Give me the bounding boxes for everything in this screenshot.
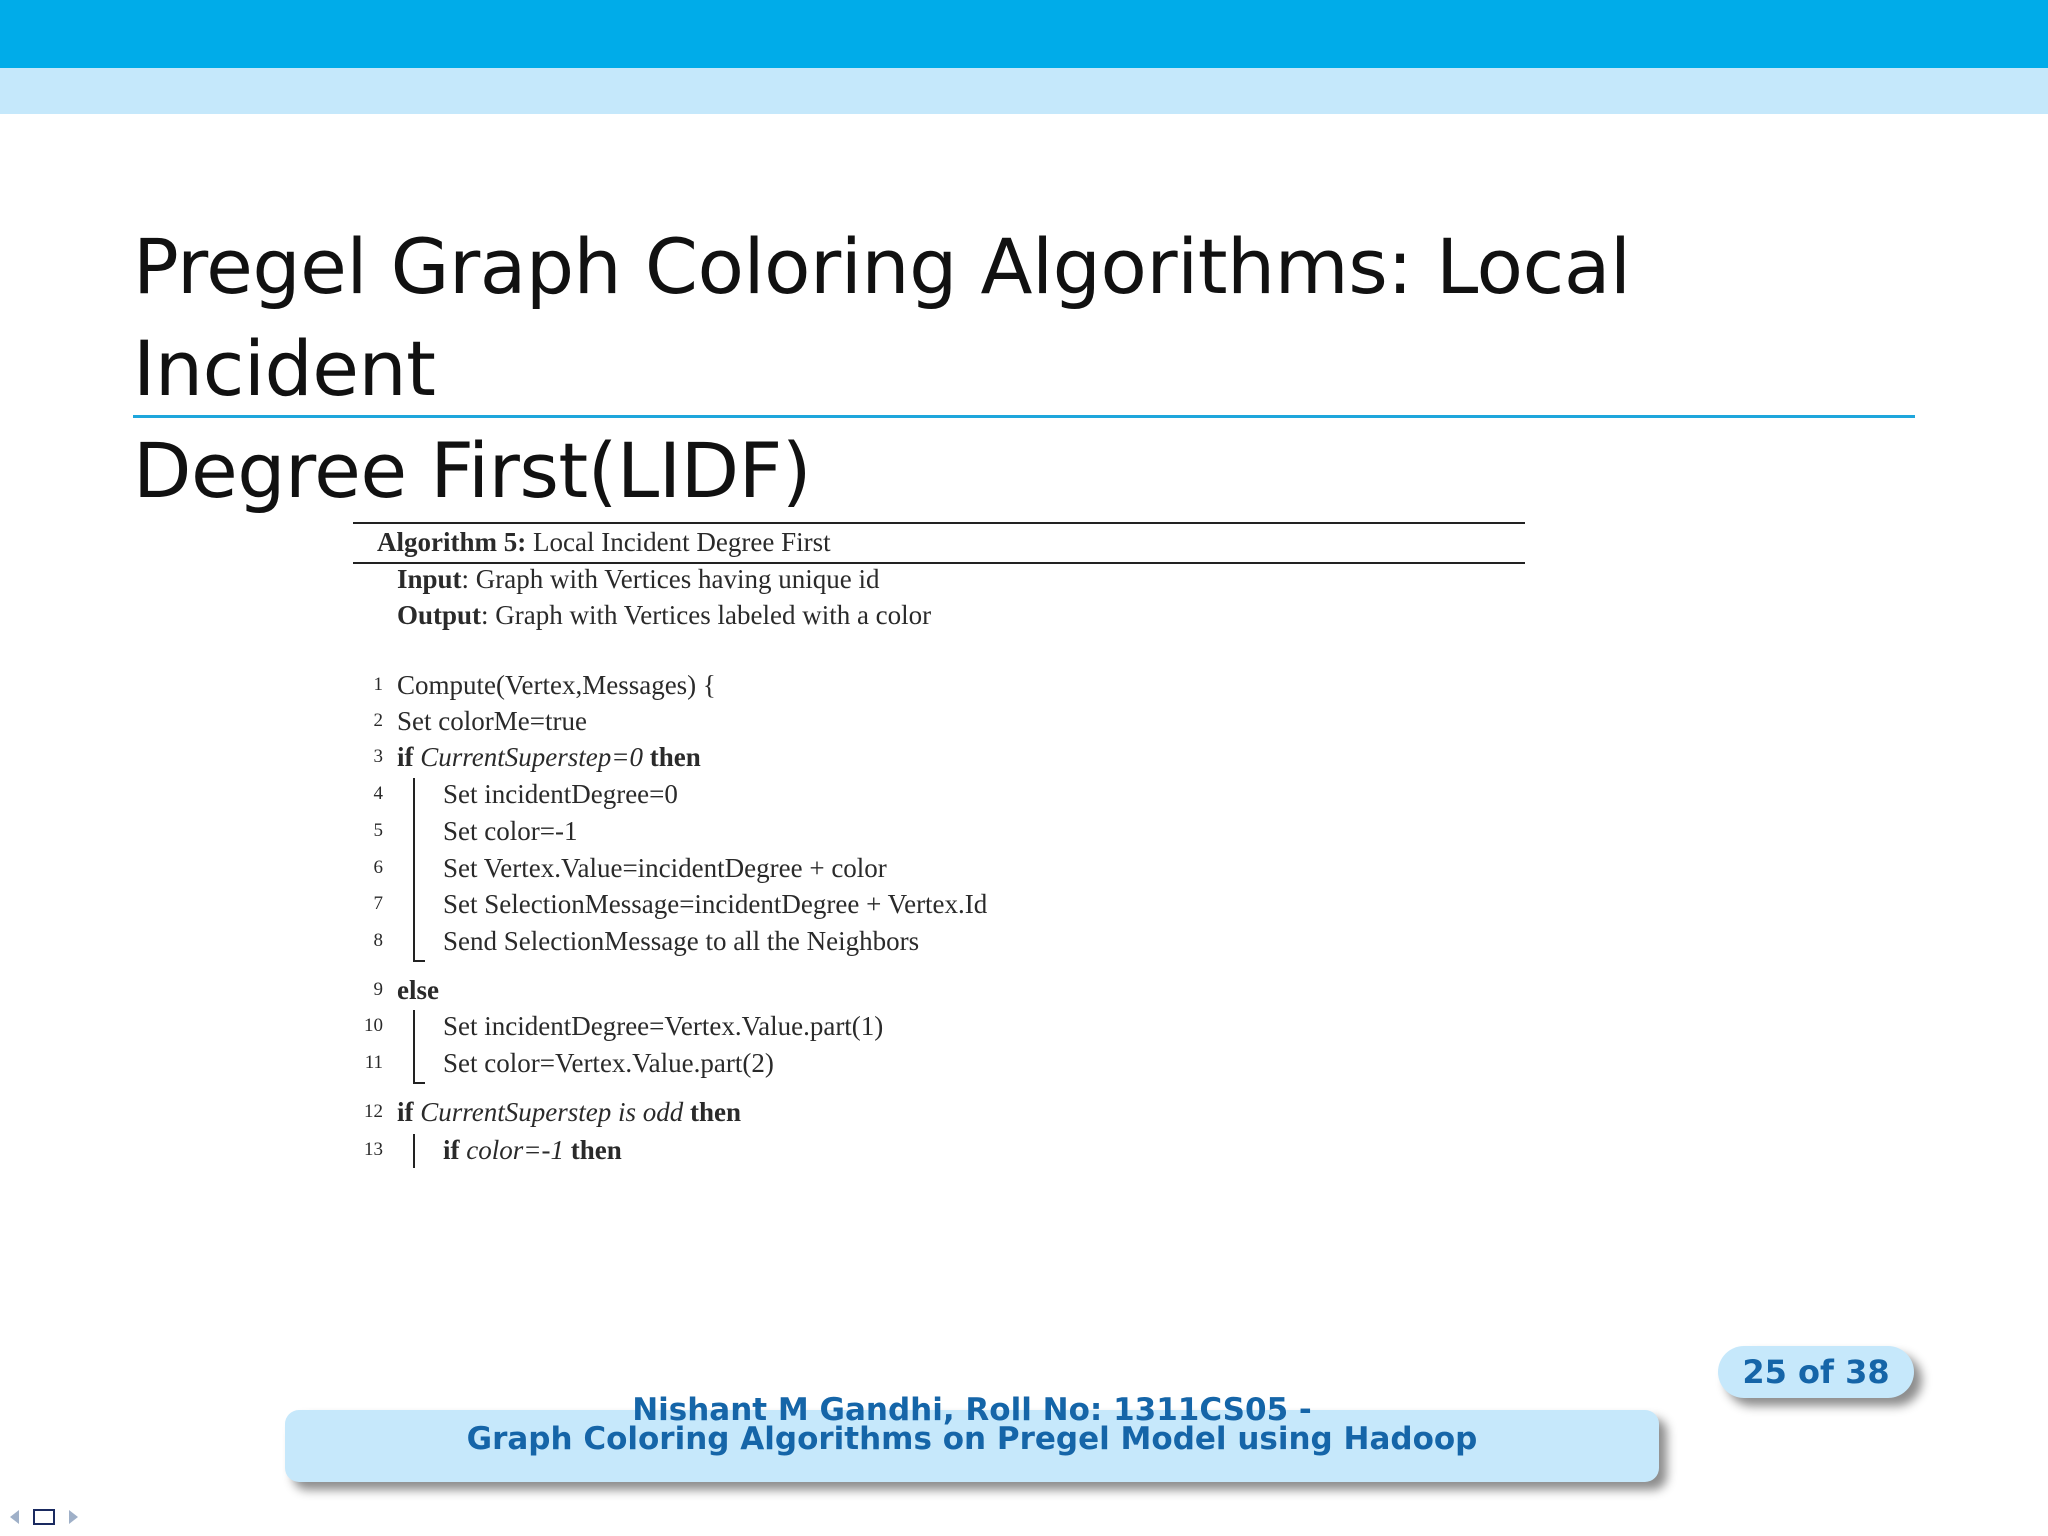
header-subbar: [0, 68, 2048, 114]
input-label: Input: [397, 564, 462, 594]
code-text: [397, 739, 701, 775]
title-underline: [133, 415, 1915, 418]
line-number: 2: [373, 710, 383, 731]
title-line-2: Degree First(LIDF): [133, 426, 812, 515]
line-number: 12: [364, 1101, 383, 1122]
slide-navigation: [10, 1504, 78, 1530]
code-text: Set incidentDegree=0: [443, 779, 678, 809]
algorithm-name: Local Incident Degree First: [532, 527, 831, 557]
condition: color=-1: [466, 1135, 564, 1165]
line-number: 8: [373, 930, 383, 951]
condition: CurrentSuperstep=0: [420, 742, 643, 772]
line-number: 4: [373, 783, 383, 804]
nav-prev-icon[interactable]: [10, 1510, 19, 1524]
line-number: 5: [373, 820, 383, 841]
code-text: Set color=-1: [443, 816, 578, 846]
footer-author: Nishant M Gandhi, Roll No: 1311CS05 -: [632, 1392, 1312, 1428]
line-number: 7: [373, 893, 383, 914]
code-text: Set color=Vertex.Value.part(2): [443, 1048, 774, 1078]
line-number: 1: [373, 674, 383, 695]
title-line-1: Pregel Graph Coloring Algorithms: Local Incident: [133, 222, 1631, 413]
algorithm-top-rule: [353, 522, 1525, 524]
keyword-else: else: [397, 975, 439, 1005]
output-text: : Graph with Vertices labeled with a color: [481, 600, 932, 630]
keyword-then: then: [570, 1135, 622, 1165]
line-number: 6: [373, 857, 383, 878]
keyword-if: if: [443, 1135, 460, 1165]
code-text: Set SelectionMessage=incidentDegree + Vertex.Id: [443, 889, 988, 919]
output-label: Output: [397, 600, 482, 630]
footer-text: [285, 1392, 1659, 1457]
block-bracket: [413, 778, 425, 962]
code-text: Set Vertex.Value=incidentDegree + color: [443, 853, 887, 883]
code-text: [443, 1132, 622, 1168]
keyword-then: then: [690, 1097, 742, 1127]
algorithm-caption: [377, 525, 831, 559]
nav-frame-icon[interactable]: [33, 1509, 55, 1525]
keyword-if: if: [397, 1097, 414, 1127]
line-number: 11: [364, 1052, 383, 1073]
line-number: 9: [373, 979, 383, 1000]
keyword-if: if: [397, 742, 414, 772]
footer-subtitle: Graph Coloring Algorithms on Pregel Model using Hadoop: [466, 1421, 1478, 1457]
input-text: : Graph with Vertices having unique id: [461, 564, 880, 594]
block-bracket: [413, 1010, 425, 1084]
line-number: 3: [373, 746, 383, 767]
algorithm-label: Algorithm 5:: [377, 527, 527, 557]
condition: CurrentSuperstep is odd: [420, 1097, 684, 1127]
code-text: [397, 1094, 741, 1130]
slide-title: [133, 216, 1913, 522]
algorithm-output: [397, 598, 931, 632]
nav-next-icon[interactable]: [69, 1510, 78, 1524]
code-text: Compute(Vertex,Messages) {: [397, 670, 716, 700]
line-number: 10: [364, 1015, 383, 1036]
header-bar: [0, 0, 2048, 68]
page-number: 25 of 38: [1718, 1346, 1914, 1398]
keyword-then: then: [649, 742, 701, 772]
code-text: Set colorMe=true: [397, 706, 587, 736]
code-text: Set incidentDegree=Vertex.Value.part(1): [443, 1011, 884, 1041]
algorithm-input: [397, 562, 879, 596]
code-text: Send SelectionMessage to all the Neighbors: [443, 926, 920, 956]
line-number: 13: [364, 1139, 383, 1160]
block-bracket: [413, 1134, 425, 1168]
